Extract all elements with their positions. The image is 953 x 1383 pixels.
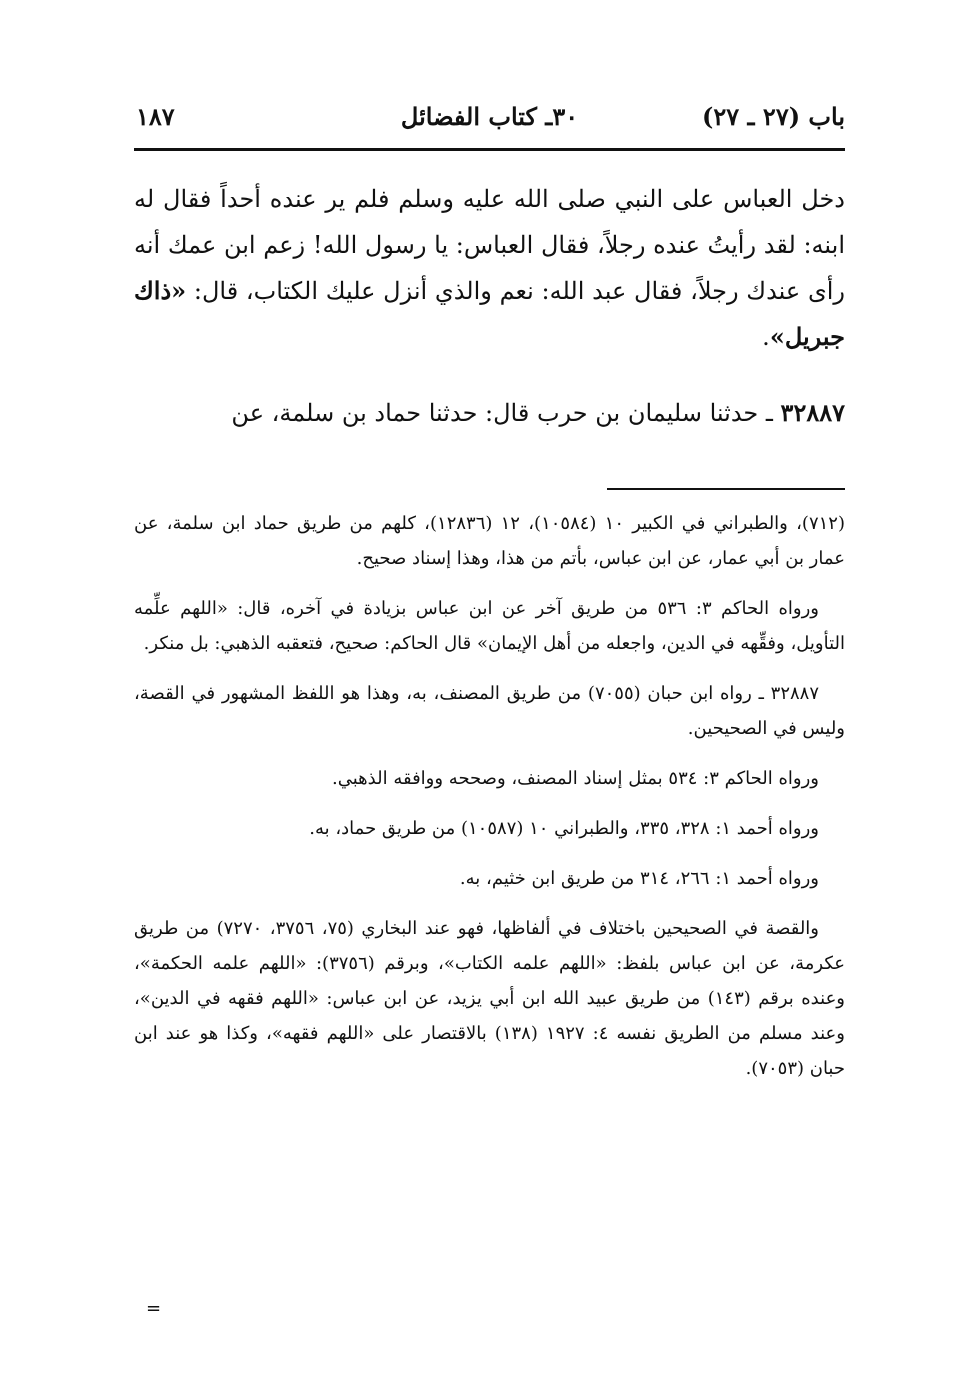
footnote-paragraph: ٣٢٨٨٧ ـ رواه ابن حبان (٧٠٥٥) من طريق المصنف، به، وهذا هو اللفظ المشهور في القصة، وليس في الصحيحين.: [134, 683, 845, 739]
chapter-reference: باب (٢٧ ـ ٢٧): [702, 102, 845, 131]
page-header: [134, 96, 845, 136]
header-divider: [134, 148, 845, 151]
book-title: ٣٠ـ كتاب الفضائل: [400, 102, 579, 131]
paragraph-text: ـ حدثنا سليمان بن حرب قال: حدثنا حماد بن سلمة، عن: [231, 399, 781, 427]
hadith-number: ٣٢٨٨٧: [780, 398, 845, 427]
footnote-paragraph: والقصة في الصحيحين باختلاف في ألفاظها، فهو عند البخاري (٧٥، ٣٧٥٦، ٧٢٧٠) من طريق عكرمة، عن ابن عباس بلفظ: «اللهم علمه الكتاب»، وبرقم (٣٧٥٦): «اللهم علمه الحكمة»، وعنده برقم (١٤٣) من طريق عبيد الله ابن أبي يزيد، عن ابن عباس: «اللهم فقهه في الدين»، وعند مسلم من الطريق نفسه ٤: ١٩٢٧ (١٣٨) بالاقتصار على «اللهم فقهه»، وكذا هو عند ابن حبان (٧٠٥٣).: [134, 918, 846, 1079]
quoted-phrase: «ذاك جبريل»: [134, 276, 845, 351]
footnote-divider: [607, 488, 845, 490]
footnotes: [134, 506, 845, 1101]
paragraph-text: دخل العباس على النبي صلى الله عليه وسلم فلم ير عنده أحداً فقال له ابنه: لقد رأيتُ عنده رجلاً، فقال العباس: يا رسول الله! زعم ابن عمك أنه رأى عندك رجلاً، فقال عبد الله: نعم والذي أنزل عليك الكتاب، قال:: [134, 185, 845, 305]
book-page: [134, 96, 845, 1336]
footnote-paragraph: ورواه الحاكم ٣: ٥٣٦ من طريق آخر عن ابن عباس بزيادة في آخره، قال: «اللهم علِّمه التأويل، وفقِّهه في الدين، واجعله من أهل الإيمان» قال الحاكم: صحيح، فتعقبه الذهبي: بل منكر.: [134, 598, 845, 654]
page-number: ١٨٧: [136, 102, 175, 131]
period: .: [762, 323, 770, 351]
main-paragraph: [134, 176, 845, 360]
main-text: [134, 176, 845, 436]
hadith-paragraph: [134, 390, 845, 436]
footnote-paragraph: ورواه أحمد ١: ٢٦٦، ٣١٤ من طريق ابن خثيم، به.: [459, 868, 819, 889]
footnote-paragraph: ورواه أحمد ١: ٣٢٨، ٣٣٥، والطبراني ١٠ (١٠٥٨٧) من طريق حماد، به.: [309, 818, 819, 839]
footnote-paragraph: (٧١٢)، والطبراني في الكبير ١٠ (١٠٥٨٤)، ١٢ (١٢٨٣٦)، كلهم من طريق حماد ابن سلمة، عن عمار بن أبي عمار، عن ابن عباس، بأتم من هذا، وهذا إسناد صحيح.: [134, 513, 845, 569]
continuation-mark: =: [146, 1298, 162, 1319]
footnote-paragraph: ورواه الحاكم ٣: ٥٣٤ بمثل إسناد المصنف، وصححه ووافقه الذهبي.: [332, 768, 819, 789]
